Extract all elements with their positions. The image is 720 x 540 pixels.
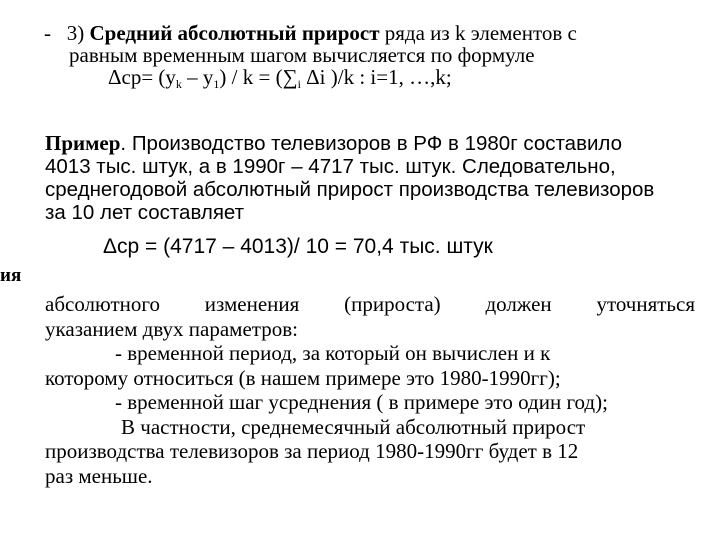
note-line-3: - временной период, за который он вычислен и к: [115, 341, 551, 365]
point-term: Средний абсолютный прирост: [89, 21, 380, 45]
example-line-1: Пример. Производство телевизоров в РФ в 1980г составило: [45, 131, 623, 155]
note-block: [45, 292, 695, 488]
note-line-4: которому относиться (в нашем примере это 1980-1990гг);: [45, 365, 561, 390]
point-3-heading: [44, 22, 684, 44]
mean-growth-formula: $\Delta ср= (y_k - y_1) / k = (\sum_i$ Δi )/k : i=1, …,k;: [108, 65, 452, 91]
note-line-8: раз меньше.: [45, 463, 153, 488]
example-block: [45, 132, 705, 224]
note-line-5: - временной шаг усреднения ( в примере это один год);: [115, 390, 608, 414]
point-3-block: [44, 21, 684, 91]
point-line-2: равным временным шагом вычисляется по формуле: [69, 43, 535, 67]
example-line-4: за 10 лет составляет: [45, 201, 245, 224]
note-line-1: абсолютного изменения (прироста) должен уточняться: [45, 292, 695, 316]
cut-off-text-fragment: ия: [0, 265, 22, 286]
example-line-2: 4013 тыс. штук, а в 1990г – 4717 тыс. штук. Следовательно,: [45, 155, 616, 178]
point-number: 3): [66, 21, 85, 45]
example-formula: Δср = (4717 – 4013)/ 10 = 70,4 тыс. штук: [103, 235, 493, 258]
example-lead: Пример: [45, 131, 121, 155]
example-line-3: среднегодовой абсолютный прирост производства телевизоров: [45, 178, 655, 201]
note-line-7: производства телевизоров за период 1980-1990гг будет в 12: [45, 439, 579, 463]
point-line-1: ряда из k элементов с: [384, 21, 577, 45]
note-line-6: В частности, среднемесячный абсолютный прирост: [121, 414, 586, 439]
list-marker: -: [44, 21, 51, 45]
note-line-2: указанием двух параметров:: [45, 316, 298, 341]
